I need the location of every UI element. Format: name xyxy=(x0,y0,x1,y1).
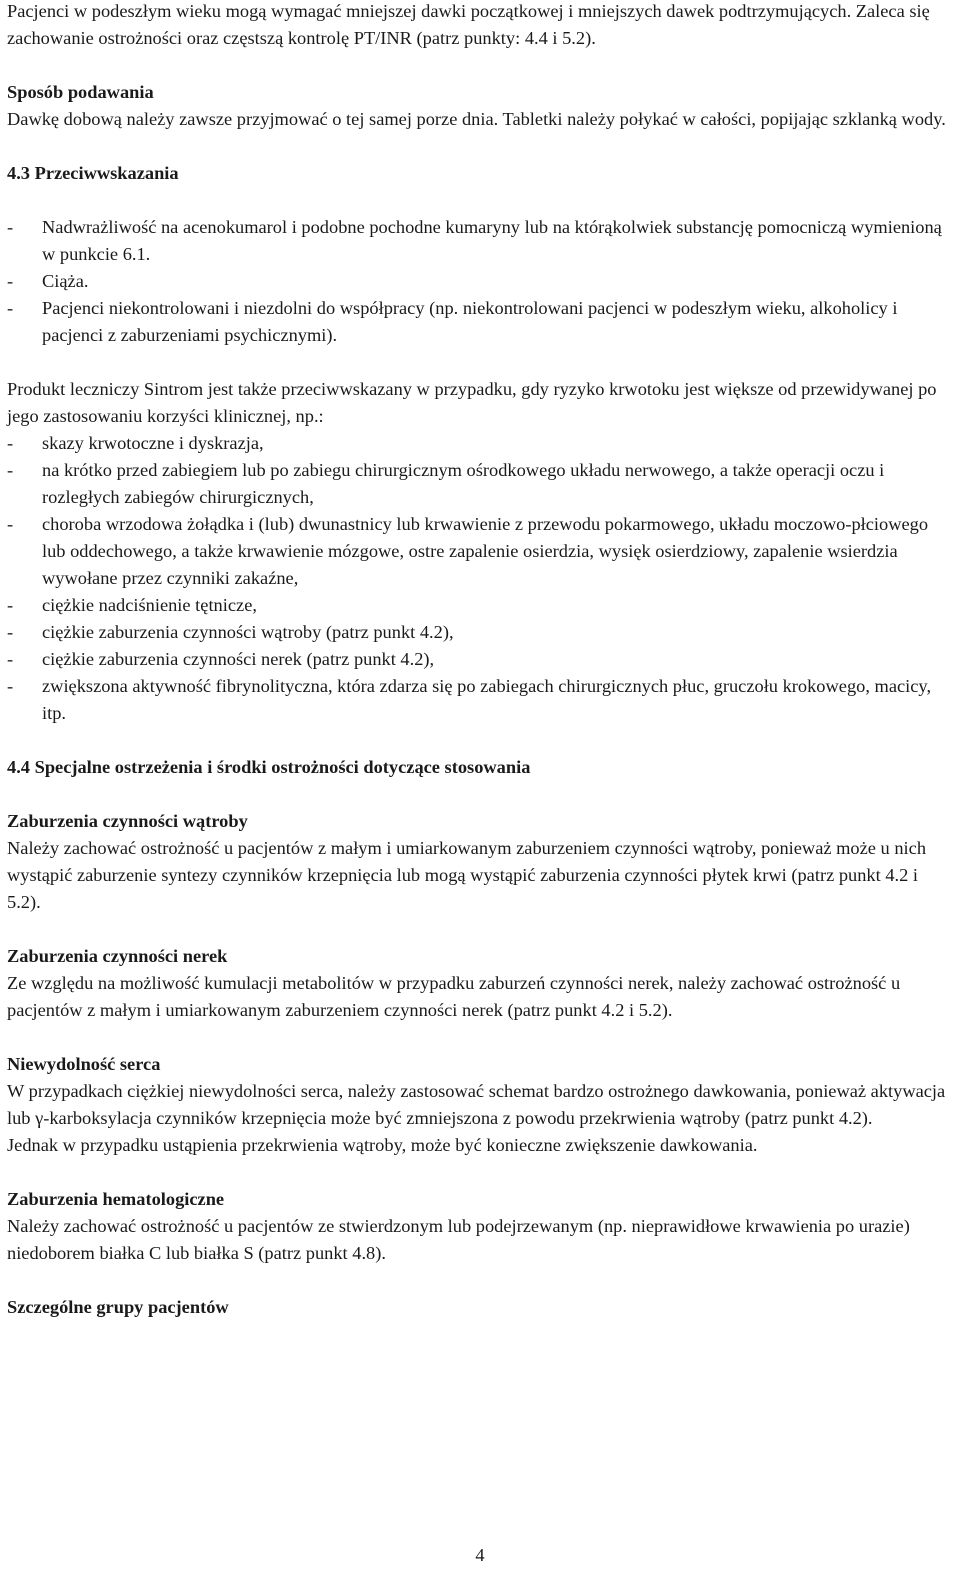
list-item: - Pacjenci niekontrolowani i niezdolni do współpracy (np. niekontrolowani pacjenci w podeszłym wieku, alkoholicy i pacjenci z zaburzeniami psychicznymi). xyxy=(7,295,955,349)
list-item: - skazy krwotoczne i dyskrazja, xyxy=(7,430,955,457)
heart-text-2: Jednak w przypadku ustąpienia przekrwienia wątroby, może być konieczne zwiększenie dawkowania. xyxy=(7,1135,758,1155)
liver-heading: Zaburzenia czynności wątroby xyxy=(7,811,248,831)
hematologic-text: Należy zachować ostrożność u pacjentów ze stwierdzonym lub podejrzewanym (np. nieprawidłowe krwawienia po urazie) niedoborem białka C lub białka S (patrz punkt 4.8). xyxy=(7,1216,910,1263)
intro-paragraph: Pacjenci w podeszłym wieku mogą wymagać mniejszej dawki początkowej i mniejszych dawek podtrzymujących. Zaleca się zachowanie ostrożności oraz częstszą kontrolę PT/INR (patrz punkty: 4.4 i 5.2). xyxy=(7,1,930,48)
warnings-heading: 4.4 Specjalne ostrzeżenia i środki ostrożności dotyczące stosowania xyxy=(7,757,531,777)
contraindications-heading: 4.3 Przeciwwskazania xyxy=(7,163,179,183)
bleeding-intro: Produkt leczniczy Sintrom jest także przeciwwskazany w przypadku, gdy ryzyko krwotoku jest większe od przewidywanej po jego zastosowaniu korzyści klinicznej, np.: xyxy=(7,379,937,426)
bleeding-list xyxy=(7,430,955,727)
list-item: - ciężkie zaburzenia czynności nerek (patrz punkt 4.2), xyxy=(7,646,955,673)
special-groups-heading: Szczególne grupy pacjentów xyxy=(7,1297,229,1317)
page-number: 4 xyxy=(475,1545,485,1565)
contraindications-list xyxy=(7,214,955,349)
hematologic-heading: Zaburzenia hematologiczne xyxy=(7,1189,225,1209)
heart-text-1: W przypadkach ciężkiej niewydolności serca, należy zastosować schemat bardzo ostrożnego dawkowania, ponieważ aktywacja lub γ-karboksylacja czynników krzepnięcia może być zmniejszona z powodu przekrwienia wątroby (patrz punkt 4.2). xyxy=(7,1081,946,1128)
list-item: - zwiększona aktywność fibrynolityczna, która zdarza się po zabiegach chirurgicznych płuc, gruczołu krokowego, macicy, itp. xyxy=(7,673,955,727)
list-item: - na krótko przed zabiegiem lub po zabiegu chirurgicznym ośrodkowego układu nerwowego, a także operacji oczu i rozległych zabiegów chirurgicznych, xyxy=(7,457,955,511)
document-page xyxy=(7,0,955,1321)
kidney-text: Ze względu na możliwość kumulacji metabolitów w przypadku zaburzeń czynności nerek, należy zachować ostrożność u pacjentów z małym i umiarkowanym zaburzeniem czynności nerek (patrz punkt 4.2 i 5.2). xyxy=(7,973,901,1020)
administration-text: Dawkę dobową należy zawsze przyjmować o tej samej porze dnia. Tabletki należy połykać w całości, popijając szklanką wody. xyxy=(7,109,946,129)
list-item: - ciężkie zaburzenia czynności wątroby (patrz punkt 4.2), xyxy=(7,619,955,646)
list-item: - Ciąża. xyxy=(7,268,955,295)
administration-heading: Sposób podawania xyxy=(7,82,154,102)
list-item: - ciężkie nadciśnienie tętnicze, xyxy=(7,592,955,619)
list-item: - Nadwrażliwość na acenokumarol i podobne pochodne kumaryny lub na którąkolwiek substancję pomocniczą wymienioną w punkcie 6.1. xyxy=(7,214,955,268)
liver-text: Należy zachować ostrożność u pacjentów z małym i umiarkowanym zaburzeniem czynności wątroby, ponieważ może u nich wystąpić zaburzenie syntezy czynników krzepnięcia lub mogą wystąpić zaburzenia czynności płytek krwi (patrz punkt 4.2 i 5.2). xyxy=(7,838,927,912)
list-item: - choroba wrzodowa żołądka i (lub) dwunastnicy lub krwawienie z przewodu pokarmowego, układu moczowo-płciowego lub oddechowego, a także krwawienie mózgowe, ostre zapalenie osierdzia, wysięk osierdziowy, zapalenie wsierdzia wywołane przez czynniki zakaźne, xyxy=(7,511,955,592)
heart-heading: Niewydolność serca xyxy=(7,1054,161,1074)
kidney-heading: Zaburzenia czynności nerek xyxy=(7,946,228,966)
